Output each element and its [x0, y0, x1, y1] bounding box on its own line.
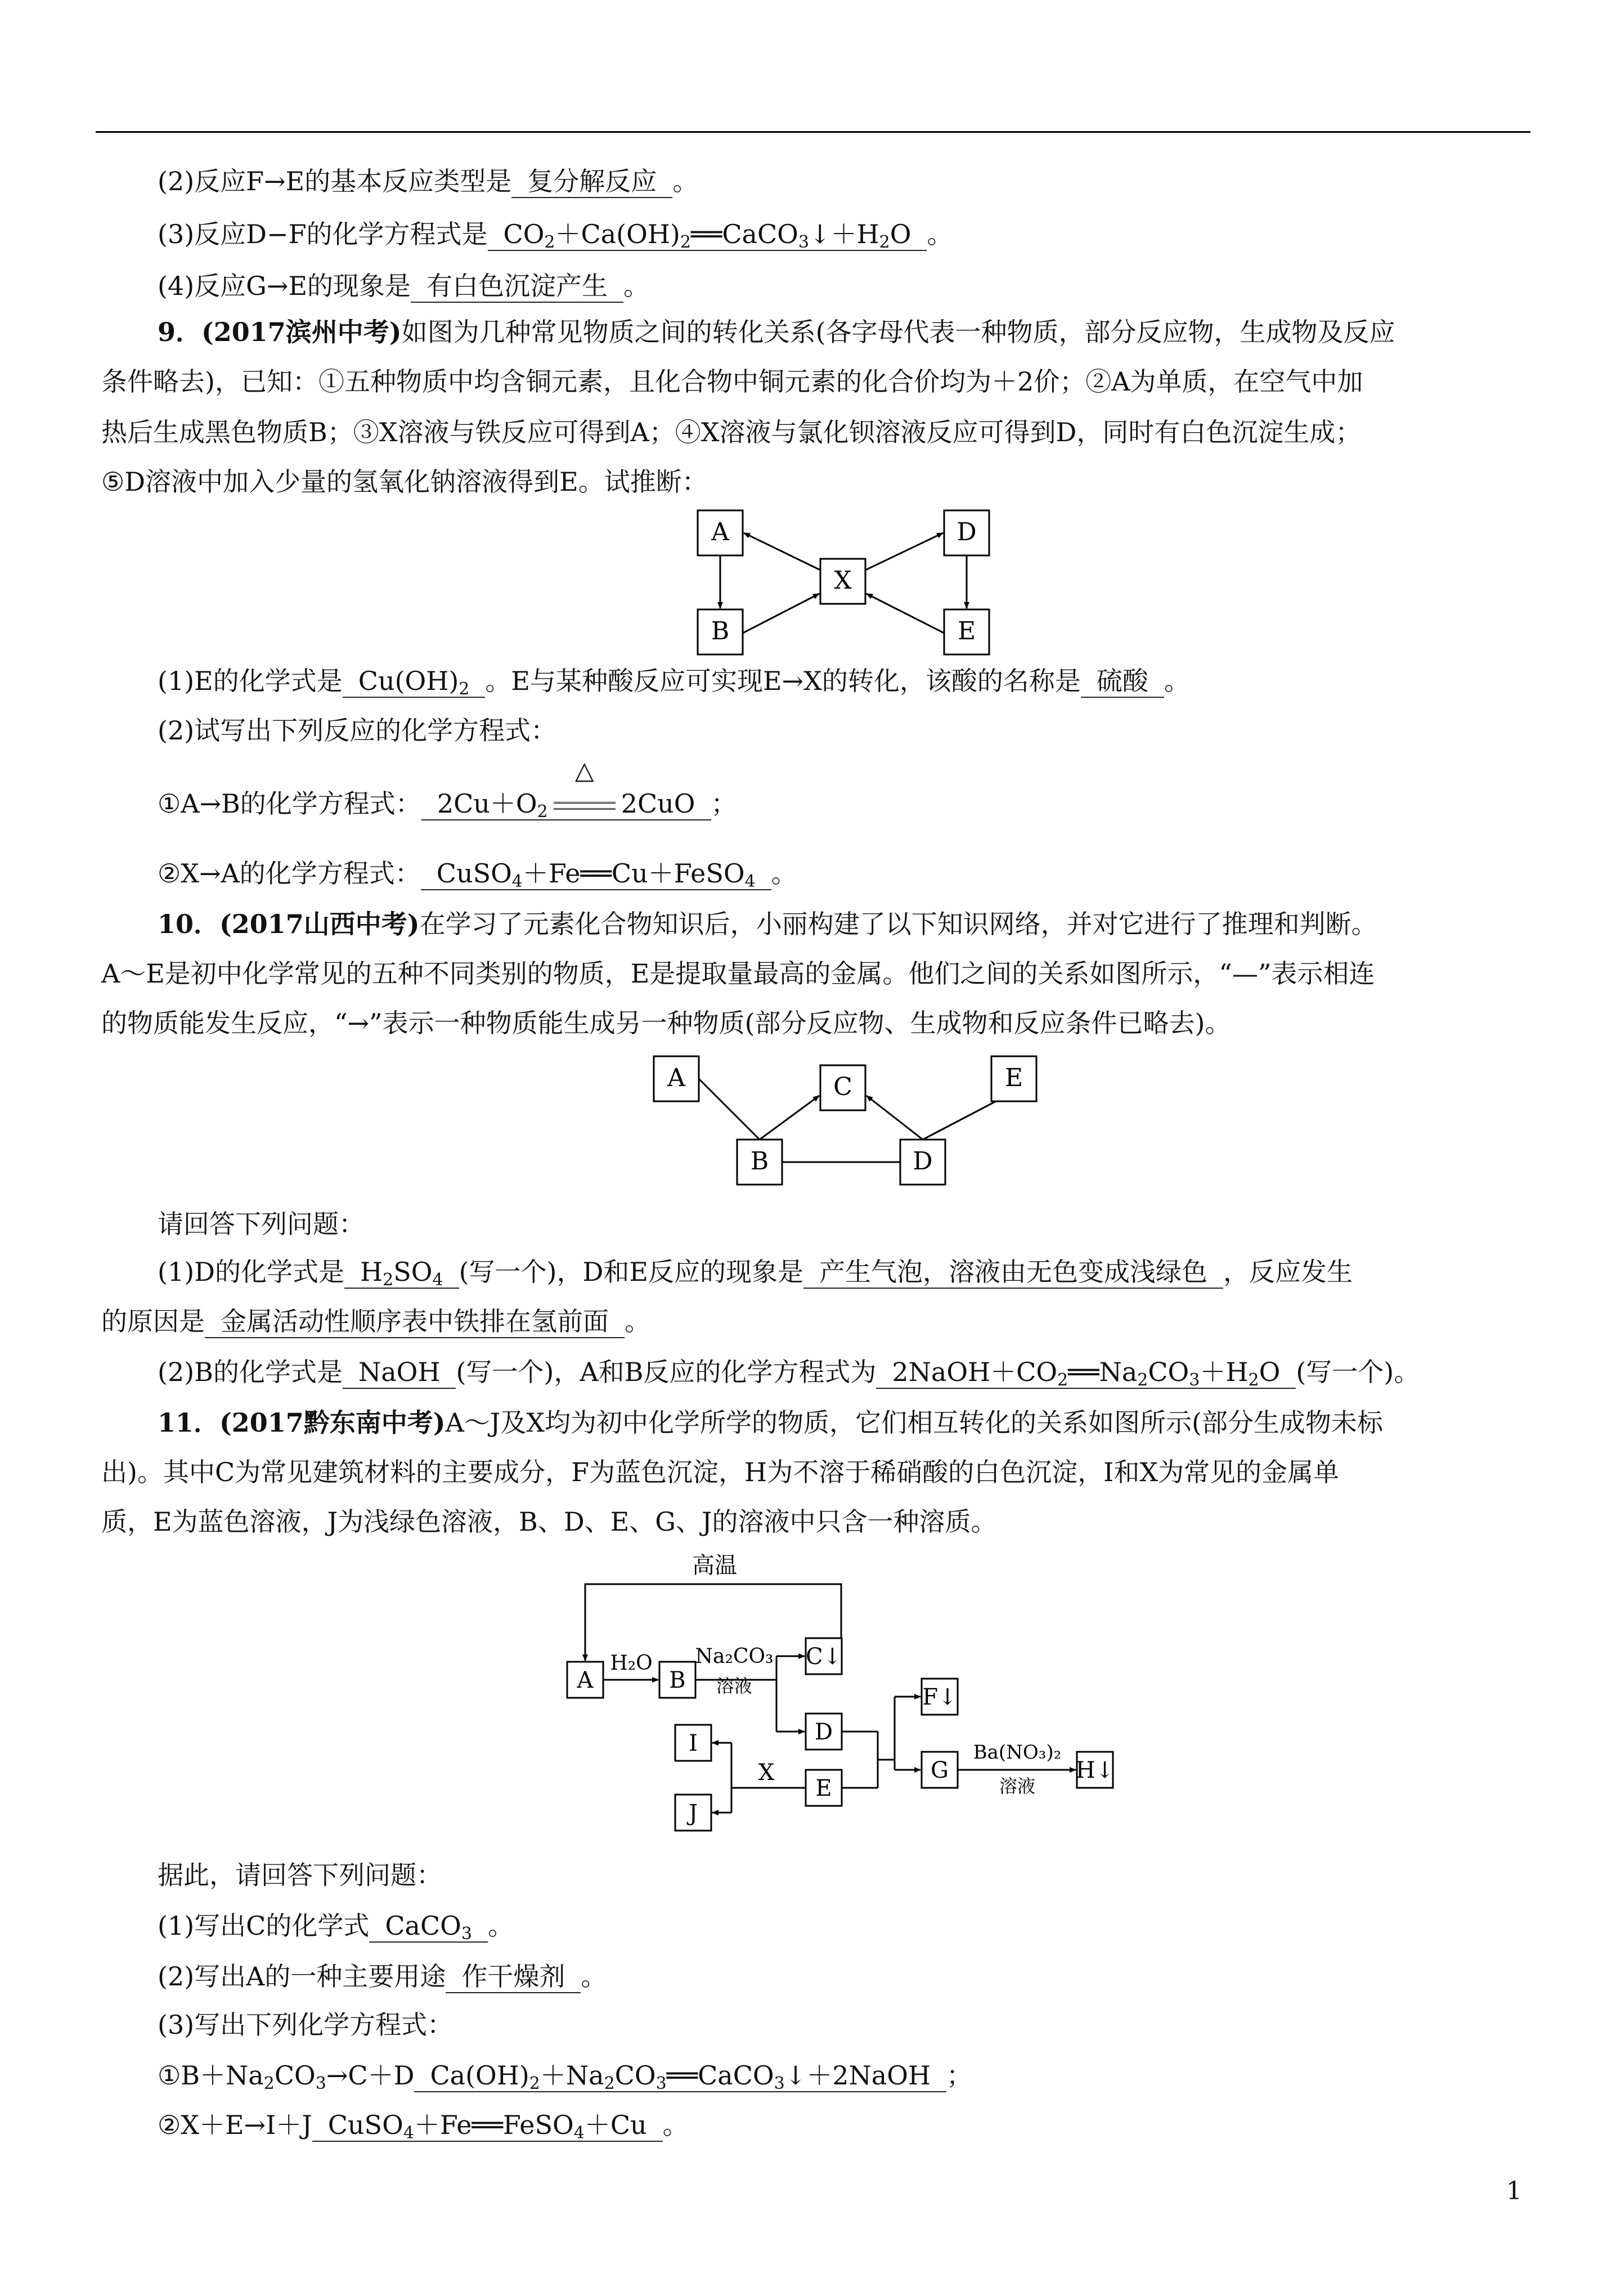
q11-cond-rongye1: 溶液 [716, 1675, 753, 1697]
q10-label-a: A [667, 1064, 685, 1092]
q11-answer-r1: $Ca(OH)_2+Na_2CO_3══CaCO_3↓+2NaOH$ [414, 2060, 946, 2092]
q10-answer-equation: $2NaOH+CO_2══Na_2CO_3+H_2O$ [876, 1356, 1296, 1389]
q9-reaction1: ①A→B的化学方程式： $2Cu+O_2$ △ 2CuO ； [158, 756, 737, 822]
q11-cond-x: X [758, 1760, 775, 1786]
q10-line3: 的物质能发生反应，“→”表示一种物质能生成另一种物质(部分反应物、生成物和反应条件已略去)。 [101, 1008, 1231, 1038]
q10-label-e: E [1004, 1064, 1023, 1092]
q10-label-d: D [913, 1147, 933, 1176]
q11-line1: 11．(2017黔东南中考)A～J及X均为初中化学所学的物质，它们相互转化的关系如图所示(部分生成物未标 [158, 1407, 1383, 1438]
q9-label-x: X [834, 566, 852, 595]
q10-ask: 请回答下列问题： [158, 1209, 365, 1239]
q8-part4: (4)反应G→E的现象是 有白色沉淀产生 。 [158, 269, 649, 303]
q9-part2: (2)试写出下列反应的化学方程式： [158, 715, 557, 746]
q9-line2: 条件略去)，已知：①五种物质中均含铜元素，且化合物中铜元素的化合价均为＋2价；②A为单质，在空气中加 [101, 366, 1363, 397]
q11-cond-na2co3: Na₂CO₃ [695, 1645, 774, 1668]
q11-label-j: J [688, 1800, 698, 1826]
q10-line2: A～E是初中化学常见的五种不同类别的物质，E是提取量最高的金属。他们之间的关系如图所示，“—”表示相连 [101, 958, 1375, 989]
q9-answer-1: $Cu(OH)_2$ [343, 665, 486, 698]
page-number: 1 [1506, 2177, 1522, 2205]
q11-reaction1: $①B+Na_2CO_3\to C+D$ $Ca(OH)_2+Na_2CO_3══CaCO_3↓+2NaOH$ ； [158, 2060, 973, 2093]
q11-label-c: C↓ [805, 1644, 842, 1670]
q9-reaction2: ②X→A的化学方程式： CuSO$_4$＋Fe══Cu＋FeSO$_4$ 。 [158, 858, 797, 891]
q11-label-a: A [577, 1667, 594, 1693]
q11-label-i: I [689, 1730, 698, 1756]
q8-part2: (2)反应F→E的基本反应类型是 复分解反应 。 [158, 164, 698, 198]
q11-answer-2: 作干燥剂 [446, 1961, 581, 1993]
q11-line3: 质，E为蓝色溶液，J为浅绿色溶液，B、D、E、G、J的溶液中只含一种溶质。 [101, 1506, 997, 1537]
heat-condition-icon: △ [574, 756, 594, 785]
q10-link-d-e [923, 1101, 996, 1140]
q11-diagram [563, 1550, 1125, 1843]
q10-arrow-d-c [866, 1096, 923, 1140]
q10-line1: 10．(2017山西中考)在学习了元素化合物知识后，小丽构建了以下知识网络，并对它进行了推理和判断。 [158, 909, 1377, 939]
q11-cond-rongye2: 溶液 [999, 1775, 1036, 1797]
q10-diagram [641, 1050, 1069, 1190]
q11-cond-bano3: Ba(NO₃)₂ [973, 1741, 1062, 1764]
q10-answer-1: $H_2SO_4$ [344, 1256, 459, 1289]
q11-cond-gaowen: 高温 [692, 1553, 737, 1578]
q11-part3: (3)写出下列化学方程式： [158, 2010, 453, 2040]
q11-label-g: G [931, 1757, 949, 1783]
q9-arrow-x-d [865, 533, 943, 570]
q11-label-b: B [669, 1667, 686, 1693]
q9-label-a: A [711, 518, 729, 546]
q11-label-e: E [815, 1775, 832, 1801]
q9-label-b: B [711, 617, 730, 645]
q8-answer-3: $CO_2+Ca(OH)_2══CaCO_3↓+H_2O$ [488, 218, 927, 251]
q11-label-f: F↓ [922, 1684, 957, 1710]
q9-line3: 热后生成黑色物质B；③X溶液与铁反应可得到A；④X溶液与氯化钡溶液反应可得到D，同时有白色沉淀生成； [101, 417, 1362, 447]
q8-part3: (3)反应D−F的化学方程式是 $CO_2+Ca(OH)_2══CaCO_3↓+H_2O$ 。 [158, 219, 953, 252]
q8-answer-4: 有白色沉淀产生 [411, 270, 623, 303]
q11-part2: (2)写出A的一种主要用途 作干燥剂 。 [158, 1959, 607, 1993]
q10-arrow-b-c [760, 1096, 819, 1140]
q9-diagram [675, 504, 1024, 661]
header-rule [96, 131, 1530, 133]
q11-line2: 出)。其中C为常见建筑材料的主要成分，F为蓝色沉淀，H为不溶于稀硝酸的白色沉淀，I和X为常见的金属单 [101, 1457, 1340, 1487]
q9-answer-r2: CuSO$_4$＋Fe══Cu＋FeSO$_4$ [421, 858, 771, 890]
q9-label-e: E [957, 617, 976, 645]
q9-label-d: D [957, 518, 977, 546]
q9-part1: (1)E的化学式是 $Cu(OH)_2$ 。E与某种酸反应可实现E→X的转化，该酸的名称是 硫酸 。 [158, 666, 1190, 699]
q11-label-d: D [814, 1719, 833, 1745]
q11-ask: 据此，请回答下列问题： [158, 1860, 442, 1890]
q9-line4: ⑤D溶液中加入少量的氢氧化钠溶液得到E。试推断： [101, 467, 708, 497]
q11-part1: (1)写出C的化学式 CaCO$_3$ 。 [158, 1911, 514, 1944]
q10-part1-reason: 的原因是 金属活动性顺序表中铁排在氢前面 。 [101, 1304, 650, 1338]
q9-arrow-e-x [866, 594, 944, 633]
q11-answer-r2: CuSO$_4$＋Fe══FeSO$_4$＋Cu [312, 2109, 663, 2142]
q11-reaction2: ②X＋E→I＋J CuSO$_4$＋Fe══FeSO$_4$＋Cu 。 [158, 2110, 689, 2143]
q9-line1: 9．(2017滨州中考)如图为几种常见物质之间的转化关系(各字母代表一种物质，部分反应物，生成物及反应 [158, 317, 1395, 347]
q9-arrow-x-a [744, 533, 820, 570]
q9-arrow-b-x [743, 594, 819, 633]
q10-answer-2: NaOH [343, 1356, 456, 1389]
q10-answer-phenomenon: 产生气泡，溶液由无色变成浅绿色 [803, 1256, 1223, 1289]
q10-label-b: B [750, 1147, 769, 1176]
q11-label-h: H↓ [1075, 1757, 1115, 1783]
q9-answer-r1: $2Cu+O_2$ △ 2CuO [421, 788, 711, 820]
q9-answer-acid: 硫酸 [1081, 665, 1164, 698]
q10-part2: (2)B的化学式是 NaOH (写一个)，A和B反应的化学方程式为 $2NaOH+CO_2══Na_2CO_3+H_2O$ (写一个)。 [158, 1357, 1420, 1390]
q10-link-a-b [699, 1079, 760, 1140]
q8-answer-2: 复分解反应 [511, 165, 672, 198]
q10-label-c: C [833, 1073, 852, 1101]
q10-answer-reason: 金属活动性顺序表中铁排在氢前面 [205, 1306, 625, 1338]
q10-part1: (1)D的化学式是 $H_2SO_4$ (写一个)，D和E反应的现象是 产生气泡，溶液由无色变成浅绿色 ，反应发生 [158, 1257, 1353, 1290]
q11-cond-h2o: H₂O [610, 1652, 653, 1675]
q11-answer-1: CaCO$_3$ [369, 1910, 488, 1943]
